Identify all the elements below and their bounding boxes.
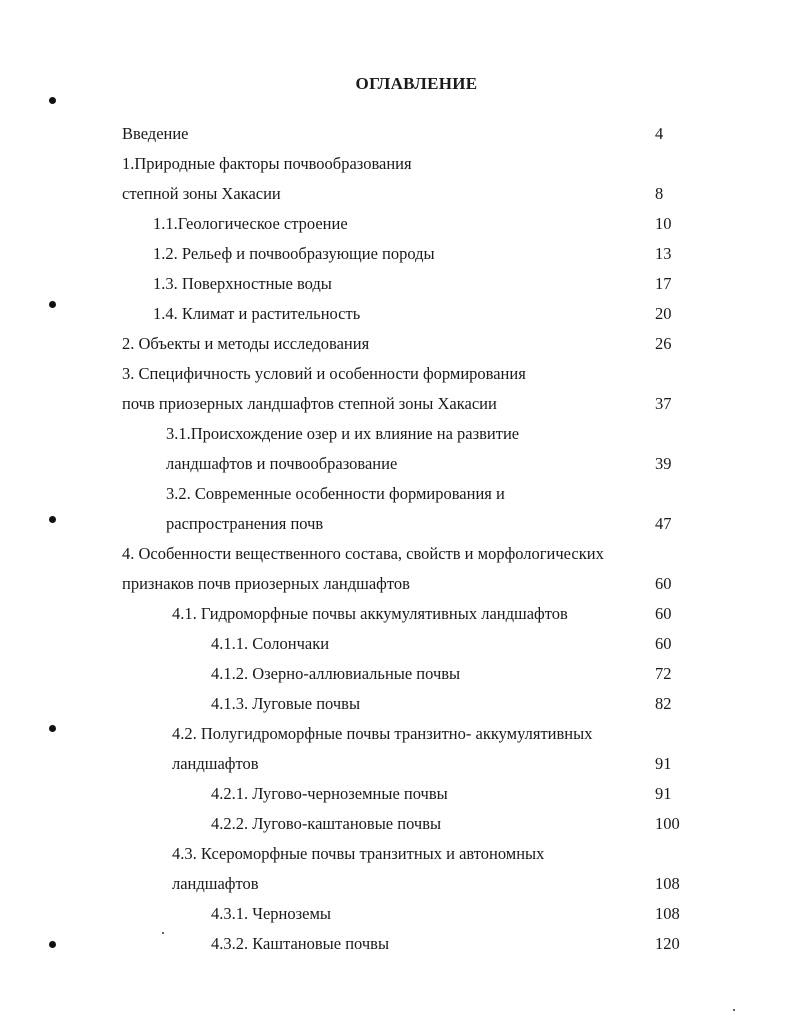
- toc-entry-text: 1.2. Рельеф и почвообразующие породы: [153, 244, 435, 263]
- toc-entry-text: 4.1.1. Солончаки: [211, 634, 330, 653]
- toc-entry: [0, 120, 799, 150]
- toc-entry-page: 100: [655, 814, 680, 833]
- toc-entry: [0, 480, 799, 510]
- toc-entry: [0, 660, 799, 690]
- toc-entry-text: признаков почв приозерных ландшафтов: [122, 574, 410, 593]
- page-title: ОГЛАВЛЕНИЕ: [355, 74, 478, 93]
- toc-entry: [0, 270, 799, 300]
- toc-entry-text: 4.3.2. Каштановые почвы: [211, 934, 390, 953]
- toc-entry: [0, 720, 799, 750]
- binder-hole-mark: [49, 941, 56, 948]
- toc-entry-text: 1.Природные факторы почвообразования: [122, 154, 412, 173]
- scan-speck: [162, 932, 164, 934]
- toc-entry-text: 4.1.3. Луговые почвы: [211, 694, 361, 713]
- toc-entry-page: 20: [655, 304, 672, 323]
- toc-entry-text: 1.4. Климат и растительность: [153, 304, 361, 323]
- toc-entry-text: Введение: [122, 124, 189, 143]
- toc-entry-text: 3.1.Происхождение озер и их влияние на развитие: [166, 424, 520, 443]
- toc-entry: [0, 780, 799, 810]
- toc-entry-page: 13: [655, 244, 672, 263]
- toc-entry-text: 4.3.1. Черноземы: [211, 904, 331, 923]
- toc-entry-page: 91: [655, 754, 672, 773]
- toc-entry-text: 4.2. Полугидроморфные почвы транзитно- аккумулятивных: [172, 724, 593, 743]
- toc-entry: [0, 420, 799, 450]
- binder-hole-mark: [49, 301, 56, 308]
- toc-entry-page: 120: [655, 934, 680, 953]
- toc-entry-text: 3. Специфичность условий и особенности формирования: [122, 364, 526, 383]
- toc-entry-text: 1.3. Поверхностные воды: [153, 274, 332, 293]
- toc-entry-page: 108: [655, 904, 680, 923]
- toc-entry: [0, 210, 799, 240]
- toc-entry-page: 108: [655, 874, 680, 893]
- binder-hole-mark: [49, 516, 56, 523]
- toc-entry: [0, 510, 799, 540]
- toc-entry-page: 60: [655, 604, 672, 623]
- toc-entry-page: 91: [655, 784, 672, 803]
- binder-hole-mark: [49, 725, 56, 732]
- toc-entry-text: степной зоны Хакасии: [122, 184, 281, 203]
- toc-entry: [0, 540, 799, 570]
- toc-entry-text: 4.3. Ксероморфные почвы транзитных и автономных: [172, 844, 545, 863]
- toc-entry-text: 4.2.1. Лугово-черноземные почвы: [211, 784, 448, 803]
- toc-entry: [0, 240, 799, 270]
- toc-entry-text: ландшафтов: [172, 754, 259, 773]
- toc-entry-page: 39: [655, 454, 672, 473]
- toc-entry-text: 4.1.2. Озерно-аллювиальные почвы: [211, 664, 461, 683]
- toc-entry-text: ландшафтов: [172, 874, 259, 893]
- toc-entry-text: ландшафтов и почвообразование: [166, 454, 398, 473]
- toc-entry: [0, 150, 799, 180]
- toc-entry: [0, 390, 799, 420]
- toc-entry-page: 4: [655, 124, 664, 143]
- toc-entry-page: 37: [655, 394, 672, 413]
- toc-entry-page: 60: [655, 574, 672, 593]
- toc-entry: [0, 630, 799, 660]
- toc-entry: [0, 690, 799, 720]
- toc-entry: [0, 840, 799, 870]
- toc-entry: [0, 750, 799, 780]
- toc-entry: [0, 300, 799, 330]
- toc-entry-text: почв приозерных ландшафтов степной зоны Хакасии: [122, 394, 497, 413]
- toc-entry-text: распространения почв: [166, 514, 324, 533]
- toc-entry-text: 4.2.2. Лугово-каштановые почвы: [211, 814, 442, 833]
- toc-entry-text: 1.1.Геологическое строение: [153, 214, 348, 233]
- binder-hole-mark: [49, 97, 56, 104]
- toc-entry-text: 4. Особенности вещественного состава, свойств и морфологических: [122, 544, 604, 563]
- toc-entry: [0, 810, 799, 840]
- toc-entry-page: 26: [655, 334, 672, 353]
- toc-entry-page: 47: [655, 514, 672, 533]
- toc-entry: [0, 900, 799, 930]
- toc-entry: [0, 930, 799, 960]
- toc-entry-page: 60: [655, 634, 672, 653]
- toc-entry-page: 72: [655, 664, 672, 683]
- toc-entry-text: 3.2. Современные особенности формирования и: [166, 484, 505, 503]
- toc-entry-text: 4.1. Гидроморфные почвы аккумулятивных ландшафтов: [172, 604, 568, 623]
- toc-entry: [0, 870, 799, 900]
- toc-entry-page: 17: [655, 274, 672, 293]
- toc-entry-page: 10: [655, 214, 672, 233]
- toc-entry: [0, 450, 799, 480]
- toc-entry-page: 82: [655, 694, 672, 713]
- scan-speck: [733, 1009, 735, 1011]
- toc-entry-page: 8: [655, 184, 664, 203]
- toc-entry: [0, 180, 799, 210]
- toc-entry: [0, 330, 799, 360]
- toc-entry: [0, 600, 799, 630]
- toc-entry: [0, 570, 799, 600]
- toc-entry: [0, 360, 799, 390]
- toc-entry-text: 2. Объекты и методы исследования: [122, 334, 370, 353]
